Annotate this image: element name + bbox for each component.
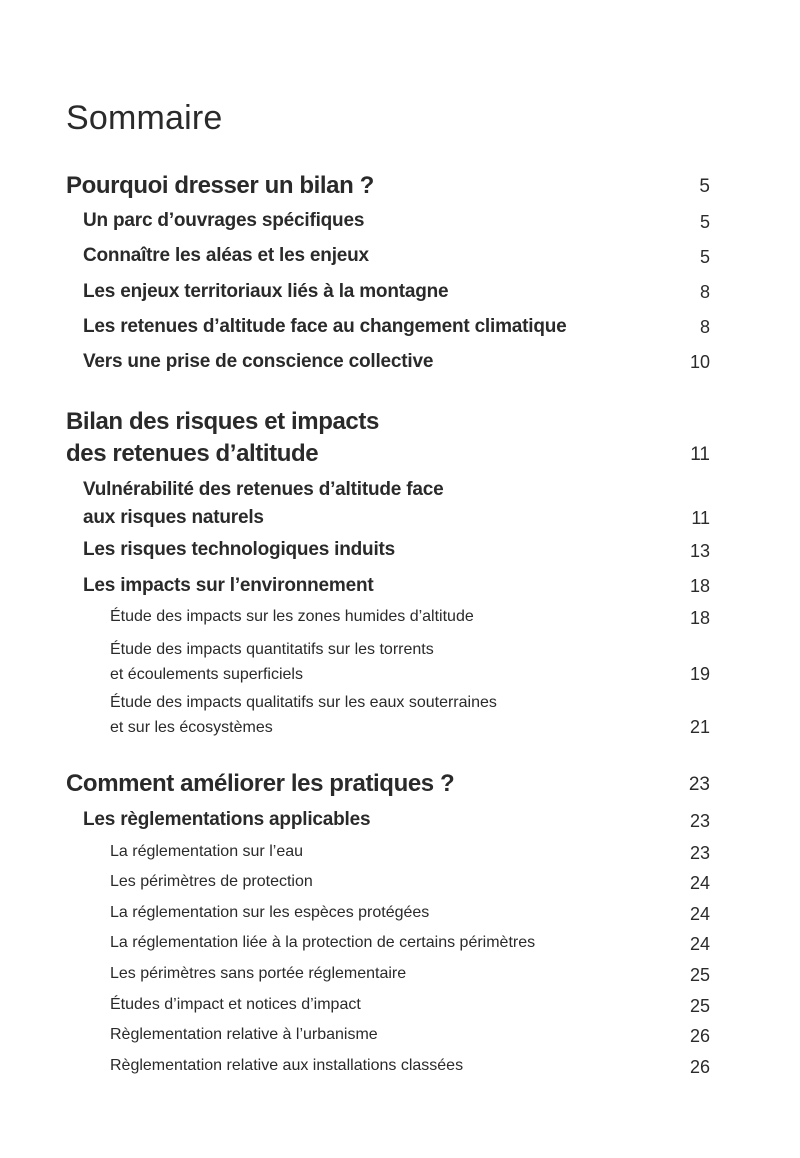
toc-item-title[interactable]: Étude des impacts quantitatifs sur les torrents et écoulements superficiels <box>110 641 434 683</box>
toc-page-number: 24 <box>689 904 710 924</box>
toc-page-number: 26 <box>689 1057 710 1077</box>
toc-subsection-title[interactable]: Un parc d’ouvrages spécifiques <box>83 210 365 231</box>
toc-item-title[interactable]: La réglementation sur l’eau <box>110 843 304 860</box>
toc-item-title[interactable]: Les périmètres de protection <box>110 873 313 890</box>
toc-subsection-title[interactable]: Les règlementations applicables <box>83 809 371 830</box>
toc-page-number: 26 <box>689 1026 710 1046</box>
toc-item-title[interactable]: Étude des impacts sur les zones humides d’altitude <box>110 608 474 625</box>
toc-page-number: 18 <box>689 576 710 596</box>
toc-section-title[interactable]: Bilan des risques et impacts des retenues d’altitude <box>66 408 379 467</box>
toc-page-number: 23 <box>689 843 710 863</box>
toc-page-number: 5 <box>699 247 710 267</box>
toc-page-number: 8 <box>699 282 710 302</box>
page-title: Sommaire <box>66 98 223 137</box>
toc-page-number: 8 <box>699 317 710 337</box>
toc-item-title[interactable]: Règlementation relative à l’urbanisme <box>110 1026 378 1043</box>
toc-page-number: 18 <box>689 608 710 628</box>
toc-subsection-title[interactable]: Vers une prise de conscience collective <box>83 351 434 372</box>
toc-page-number: 23 <box>688 774 710 795</box>
toc-item-title[interactable]: Les périmètres sans portée réglementaire <box>110 965 407 982</box>
toc-subsection-title[interactable]: Les retenues d’altitude face au changement climatique <box>83 316 567 337</box>
toc-page-number: 25 <box>689 965 710 985</box>
toc-page-number: 19 <box>689 664 710 684</box>
toc-item-title[interactable]: Études d’impact et notices d’impact <box>110 996 361 1013</box>
toc-section-title[interactable]: Pourquoi dresser un bilan ? <box>66 172 374 199</box>
toc-item-title[interactable]: Étude des impacts qualitatifs sur les eaux souterraines et sur les écosystèmes <box>110 694 497 736</box>
toc-item-title[interactable]: Règlementation relative aux installations classées <box>110 1057 464 1074</box>
toc-page-number: 5 <box>699 176 710 197</box>
toc-page-number: 10 <box>689 352 710 372</box>
toc-subsection-title[interactable]: Vulnérabilité des retenues d’altitude face aux risques naturels <box>83 479 444 528</box>
toc-page-number: 24 <box>689 873 710 893</box>
toc-page-number: 23 <box>689 811 710 831</box>
toc-page-number: 11 <box>690 444 710 465</box>
toc-subsection-title[interactable]: Les impacts sur l’environnement <box>83 575 374 596</box>
toc-subsection-title[interactable]: Les enjeux territoriaux liés à la montagne <box>83 281 449 302</box>
toc-page-number: 5 <box>699 212 710 232</box>
toc-subsection-title[interactable]: Les risques technologiques induits <box>83 539 396 560</box>
toc-page-number: 11 <box>691 508 710 528</box>
toc-page-number: 13 <box>689 541 710 561</box>
toc-page-number: 21 <box>689 717 710 737</box>
toc-page-number: 25 <box>689 996 710 1016</box>
toc-page-number: 24 <box>689 934 710 954</box>
toc-item-title[interactable]: La réglementation liée à la protection de certains périmètres <box>110 934 536 951</box>
toc-item-title[interactable]: La réglementation sur les espèces protégées <box>110 904 430 921</box>
toc-section-title[interactable]: Comment améliorer les pratiques ? <box>66 770 455 797</box>
toc-subsection-title[interactable]: Connaître les aléas et les enjeux <box>83 245 369 266</box>
